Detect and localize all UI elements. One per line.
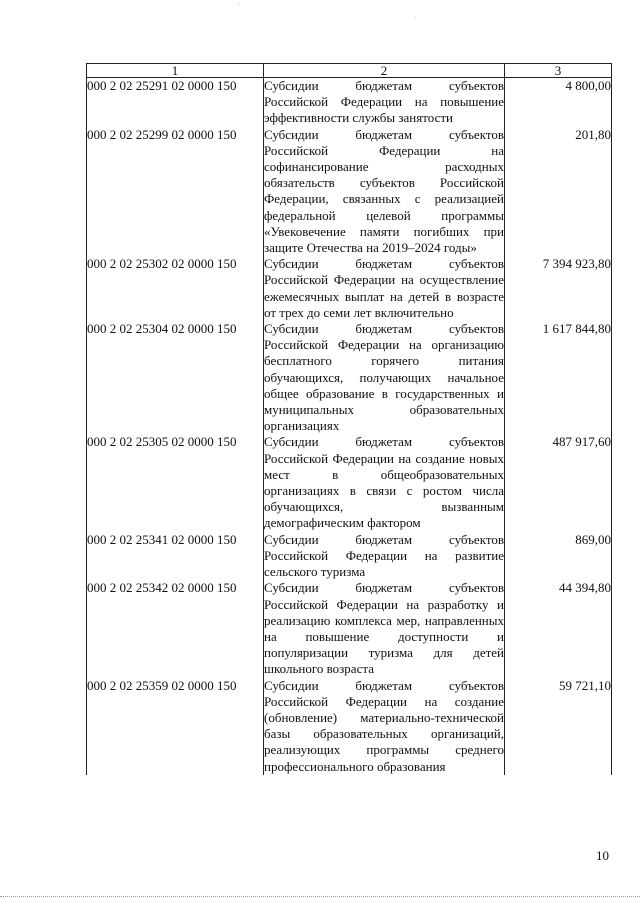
budget-code: 000 2 02 25305 02 0000 150	[87, 434, 264, 531]
revenue-table	[86, 63, 612, 775]
scan-speck: '	[238, 2, 240, 12]
subsidy-amount: 7 394 923,80	[505, 256, 612, 321]
table-row	[87, 321, 612, 434]
subsidy-amount: 4 800,00	[505, 78, 612, 127]
subsidy-name: Субсидии бюджетам субъектов Российской Федерации на осуществление ежемесячных выплат на детей в возрасте от трех до семи лет включительно	[264, 256, 504, 320]
budget-code: 000 2 02 25341 02 0000 150	[87, 532, 264, 581]
column-header-2: 2	[264, 64, 505, 78]
column-header-1: 1	[87, 64, 264, 78]
scan-speck: .	[414, 10, 417, 20]
budget-code: 000 2 02 25304 02 0000 150	[87, 321, 264, 434]
column-header-3: 3	[505, 64, 612, 78]
budget-code: 000 2 02 25342 02 0000 150	[87, 580, 264, 677]
subsidy-amount: 1 617 844,80	[505, 321, 612, 434]
subsidy-name: Субсидии бюджетам субъектов Российской Федерации на разработку и реализацию комплекса мер, направленных на повышение доступности и популяризации туризма для детей школьного возраста	[264, 580, 504, 677]
subsidy-amount: 487 917,60	[505, 434, 612, 531]
subsidy-name: Субсидии бюджетам субъектов Российской Федерации на повышение эффективности службы занятости	[264, 78, 504, 126]
subsidy-name: Субсидии бюджетам субъектов Российской Федерации на развитие сельского туризма	[264, 531, 504, 580]
subsidy-amount: 869,00	[505, 532, 612, 581]
subsidy-name: Субсидии бюджетам субъектов Российской Федерации на создание (обновление) материально-технической базы образовательных организаций, реализующих программы среднего профессионального образования	[264, 677, 504, 774]
subsidy-amount: 59 721,10	[505, 678, 612, 775]
budget-code: 000 2 02 25291 02 0000 150	[87, 78, 264, 127]
table-row	[87, 580, 612, 677]
subsidy-name: Субсидии бюджетам субъектов Российской Федерации на создание новых мест в общеобразовательных организациях в связи с ростом числа обучающихся, вызванным демографическим фактором	[264, 434, 504, 531]
page-number: 10	[596, 848, 609, 863]
budget-code: 000 2 02 25359 02 0000 150	[87, 678, 264, 775]
table-row	[87, 78, 612, 127]
table-row	[87, 256, 612, 321]
budget-code: 000 2 02 25299 02 0000 150	[87, 127, 264, 257]
subsidy-name: Субсидии бюджетам субъектов Российской Федерации на организацию бесплатного горячего питания обучающихся, получающих начальное общее образование в государственных и муниципальных образовательных организациях	[264, 321, 504, 434]
table-row	[87, 532, 612, 581]
subsidy-name: Субсидии бюджетам субъектов Российской Федерации на софинансирование расходных обязательств субъектов Российской Федерации, связанных с реализацией федеральной целевой программы «Увековечение памяти погибших при защите Отечества на 2019–2024 годы»	[264, 126, 504, 256]
table-row	[87, 434, 612, 531]
subsidy-amount: 201,80	[505, 127, 612, 257]
subsidy-amount: 44 394,80	[505, 580, 612, 677]
table-row	[87, 127, 612, 257]
table-row	[87, 678, 612, 775]
budget-code: 000 2 02 25302 02 0000 150	[87, 256, 264, 321]
page-bottom-edge	[0, 896, 640, 897]
column-number-row	[87, 64, 612, 78]
